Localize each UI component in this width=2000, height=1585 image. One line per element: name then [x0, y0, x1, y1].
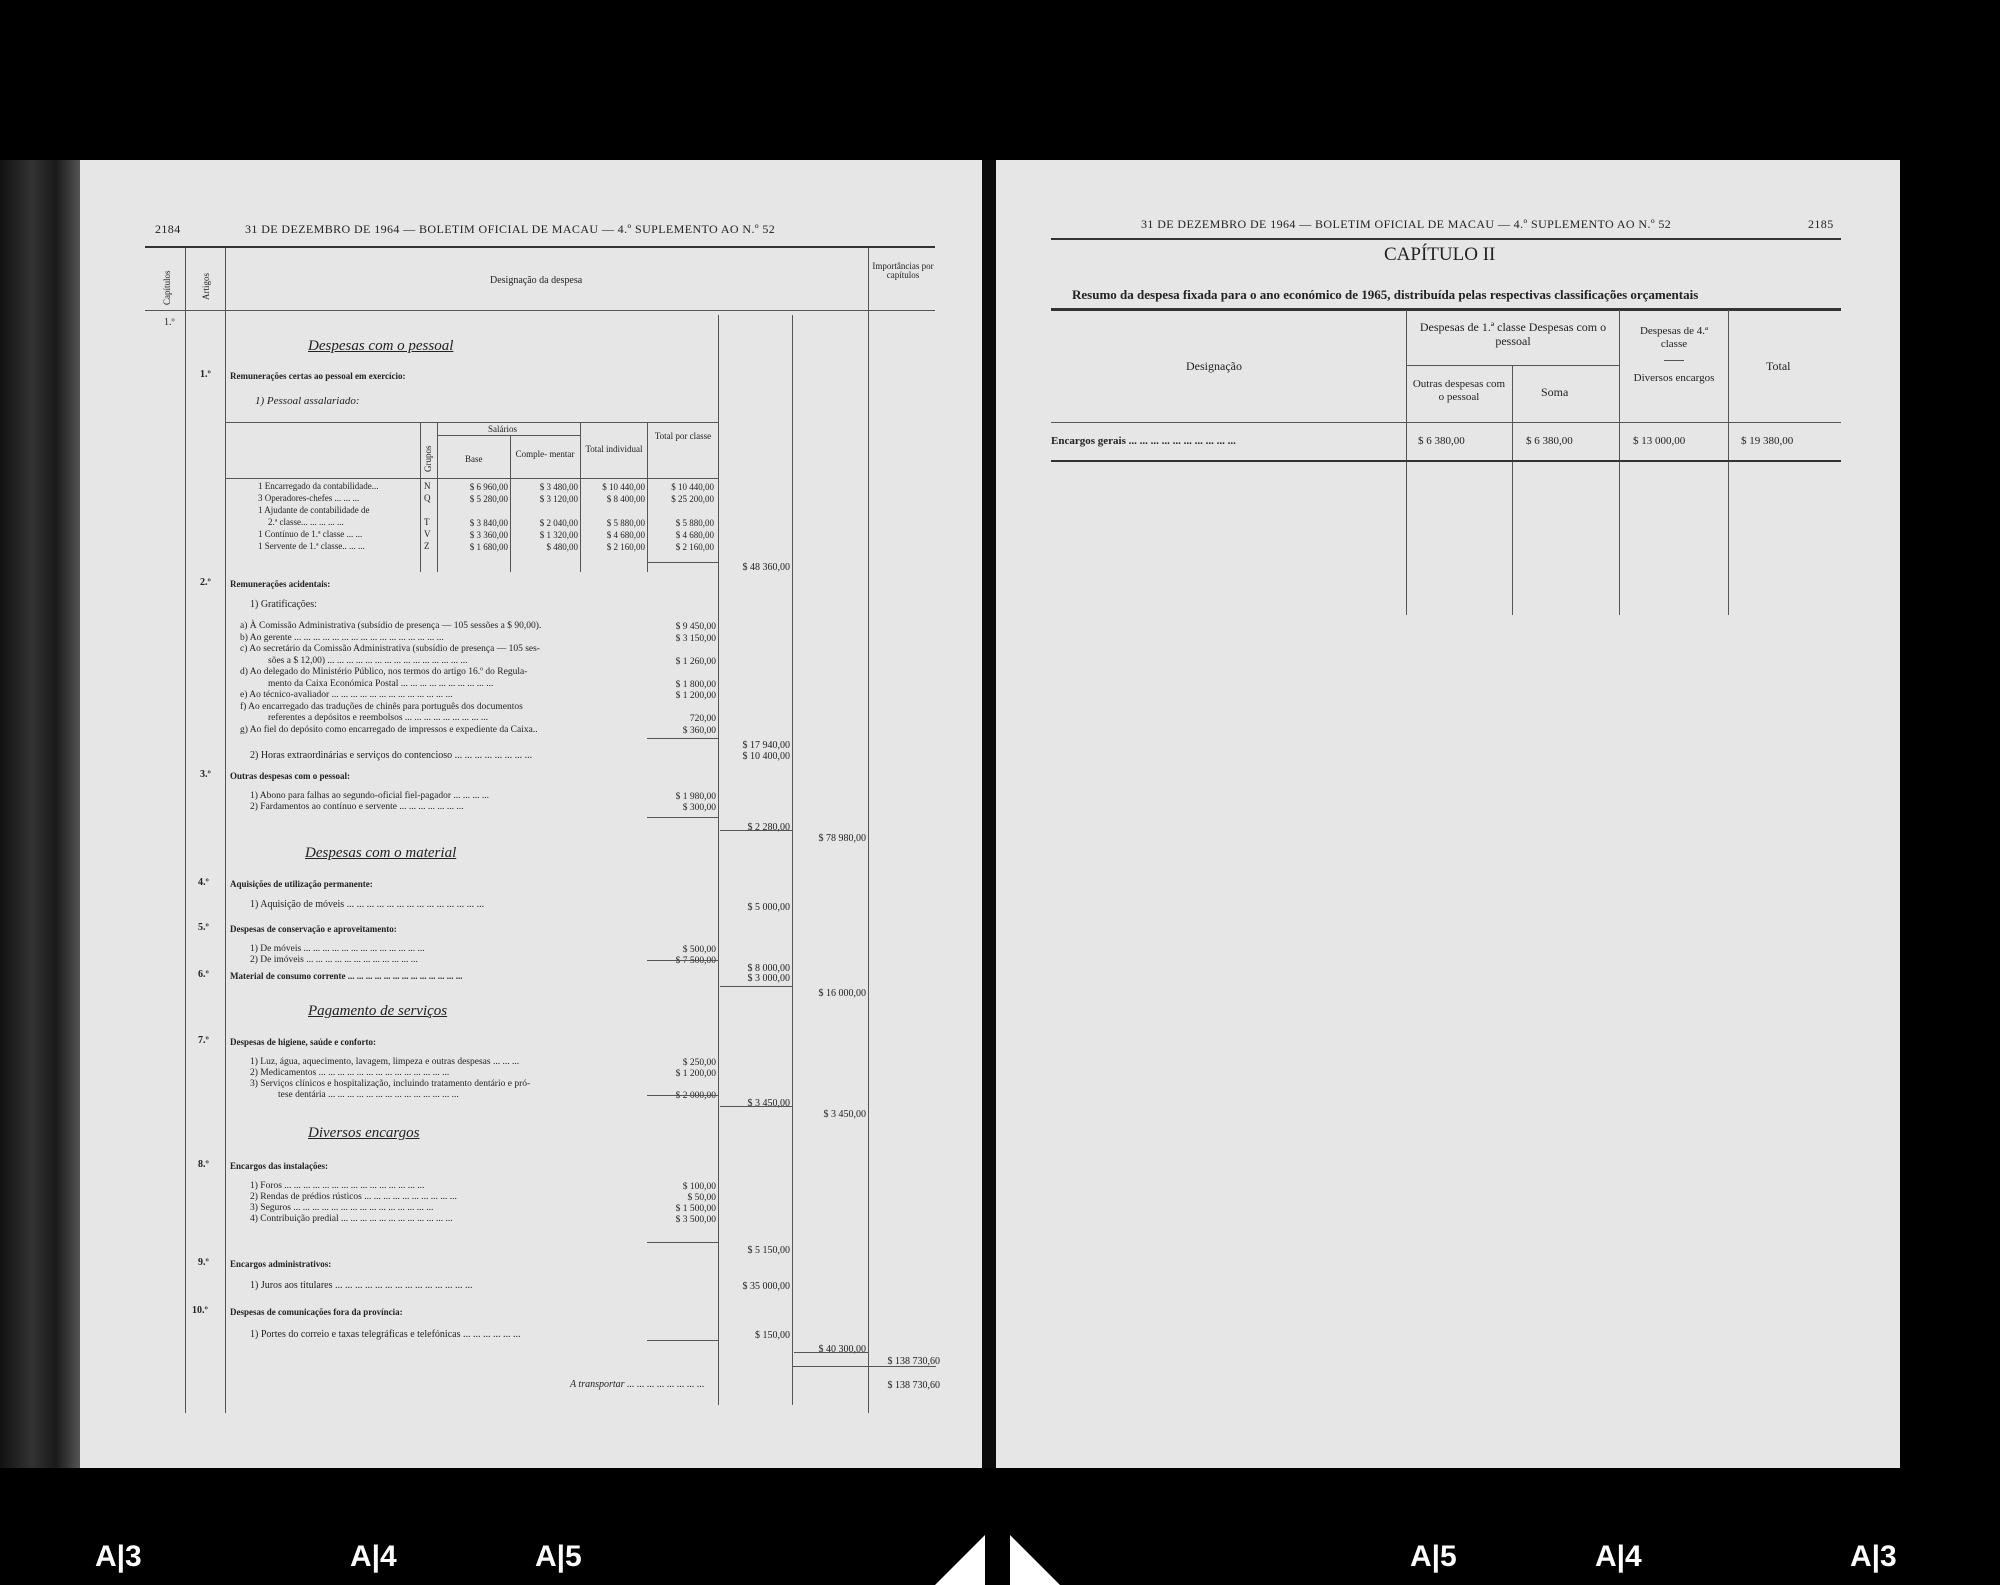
row-encargos-gerais: Encargos gerais ... ... ... ... ... ... ... ... ... ...	[1051, 435, 1236, 447]
art3-number: 3.º	[200, 769, 211, 780]
column-header-rule	[145, 310, 935, 311]
th-total: Total	[1766, 359, 1791, 373]
line-item-value: $ 2 000,00	[675, 1091, 716, 1101]
line-item: mento da Caixa Económica Postal ... ... ... ... ... ... ... ... ... ...	[268, 678, 494, 689]
art9-item: 1) Juros aos titulares ... ... ... ... ... ... ... ... ... ... ... ... ... ...	[250, 1280, 473, 1291]
chapter-rule	[720, 1106, 792, 1107]
salary-row-comp: $ 480,00	[546, 542, 578, 552]
art9-value: $ 35 000,00	[742, 1281, 790, 1292]
line-item: 2) Fardamentos ao contínuo e servente ... ... ... ... ... ... ...	[250, 802, 464, 812]
salary-row-grupo: Z	[424, 541, 430, 551]
salary-row-desc: 1 Contínuo de 1.ª classe ... ...	[258, 529, 363, 539]
summary-col	[1728, 310, 1729, 615]
art8-number: 8.º	[198, 1159, 209, 1170]
film-mark: A|4	[1595, 1540, 1642, 1573]
transportar-label: A transportar ... ... ... ... ... ... ... ...	[570, 1379, 705, 1390]
art5-title: Despesas de conservação e aproveitamento:	[230, 924, 397, 934]
section-encargos: Diversos encargos	[308, 1125, 420, 1141]
line-item-value: $ 3 500,00	[675, 1215, 716, 1225]
group-rule	[1406, 365, 1619, 366]
line-item: referentes a depósitos e reembolsos ... ... ... ... ... ... ... ... ...	[268, 713, 489, 723]
salary-row-total-individual: $ 2 160,00	[606, 542, 645, 552]
line-item: a) À Comissão Administrativa (subsídio de presença — 105 sessões a $ 90,00).	[240, 621, 542, 631]
line-item-value: $ 7 500,00	[675, 956, 716, 966]
line-item: 1) Abono para falhas ao segundo-oficial fiel-pagador ... ... ... ...	[250, 791, 490, 801]
right-page	[996, 160, 1900, 1468]
salary-row-grupo: T	[424, 517, 430, 527]
art2-sub2: 2) Horas extraordinárias e serviços do contencioso ... ... ... ... ... ... ... ...	[250, 750, 533, 761]
art10-title: Despesas de comunicações fora da província:	[230, 1307, 403, 1317]
salary-row-total-individual: $ 4 680,00	[606, 530, 645, 540]
salary-row-desc: 1 Ajudante de contabilidade de	[258, 505, 370, 515]
art4-item: 1) Aquisição de móveis ... ... ... ... ... ... ... ... ... ... ... ... ... ...	[250, 899, 485, 910]
col-importancias: Importâncias por capítulos	[872, 261, 934, 280]
salary-row-total-classe: $ 25 200,00	[671, 494, 714, 504]
art6-number: 6.º	[198, 969, 209, 980]
salary-row-grupo: N	[424, 481, 431, 491]
salary-row-comp: $ 1 320,00	[539, 530, 578, 540]
col-divider	[185, 248, 186, 1413]
summary-header-rule	[1051, 422, 1841, 423]
left-page-header: 31 DE DEZEMBRO DE 1964 — BOLETIM OFICIAL DE MACAU — 4.º SUPLEMENTO AO N.º 52	[245, 222, 776, 236]
art3-subtotal: $ 2 280,00	[747, 822, 790, 833]
chapter-rule	[720, 830, 792, 831]
art4-value: $ 5 000,00	[747, 902, 790, 913]
salarios-rule	[437, 435, 580, 436]
col-capitulos: Capítulos	[162, 270, 172, 305]
th-despesas-1a-classe: Despesas de 1.ª classe Despesas com o pessoal	[1419, 320, 1607, 349]
art3-title: Outras despesas com o pessoal:	[230, 771, 351, 781]
pessoal-total: $ 78 980,00	[818, 833, 866, 844]
line-item-value: $ 360,00	[682, 725, 716, 736]
summary-col	[1406, 310, 1407, 615]
line-item: f) Ao encarregado das traduções de chinês para português dos documentos	[240, 701, 523, 712]
salary-row-base: $ 1 680,00	[469, 542, 508, 552]
salary-row-comp: $ 2 040,00	[539, 518, 578, 528]
subtotal-rule	[647, 1242, 718, 1243]
film-mark: A|5	[1410, 1540, 1457, 1573]
subtotal-rule	[647, 738, 718, 739]
line-item-value: $ 3 150,00	[675, 633, 716, 644]
line-item-value: $ 1 200,00	[675, 691, 716, 701]
salary-row-desc: 1 Servente de 1.ª classe.. ... ...	[258, 541, 365, 551]
header-rule	[145, 246, 935, 248]
art7-title: Despesas de higiene, saúde e conforto:	[230, 1037, 376, 1047]
salary-row-total-individual: $ 5 880,00	[606, 518, 645, 528]
page-gutter	[982, 160, 996, 1468]
art10-item: 1) Portes do correio e taxas telegráficas e telefónicas ... ... ... ... ... ...	[250, 1329, 521, 1340]
art10-value: $ 150,00	[755, 1330, 790, 1341]
salary-row-total-classe: $ 10 440,00	[671, 482, 714, 492]
film-mark: A|3	[95, 1540, 142, 1573]
th-grupos: Grupos	[423, 445, 433, 472]
art10-number: 10.º	[192, 1305, 208, 1316]
salary-row-base: $ 6 960,00	[469, 482, 508, 492]
line-item-value: $ 1 800,00	[675, 679, 716, 690]
transport-rule	[792, 1366, 936, 1367]
art6-value: $ 3 000,00	[747, 973, 790, 984]
grand-total: $ 138 730,60	[887, 1356, 940, 1367]
art5-subtotal: $ 8 000,00	[747, 963, 790, 974]
salary-col	[420, 422, 421, 572]
line-item: 4) Contribuição predial ... ... ... ... ... ... ... ... ... ... ... ...	[250, 1214, 453, 1224]
table-bottom-rule	[1051, 460, 1841, 462]
salary-row-total-individual: $ 10 440,00	[602, 482, 645, 492]
th-complementar: Comple- mentar	[515, 449, 575, 459]
chapter-rule	[794, 1352, 868, 1353]
left-page-number: 2184	[155, 222, 181, 236]
salary-row-comp: $ 3 120,00	[539, 494, 578, 504]
material-total: $ 16 000,00	[818, 988, 866, 999]
line-item: g) Ao fiel do depósito como encarregado de impressos e expediente da Caixa..	[240, 724, 538, 735]
col-designacao: Designação da despesa	[490, 275, 583, 286]
subtotal-rule	[647, 960, 718, 961]
encargos-total: $ 40 300,00	[818, 1344, 866, 1355]
col-divider	[868, 248, 869, 1413]
film-mark: A|3	[1850, 1540, 1897, 1573]
art2-number: 2.º	[200, 577, 211, 588]
line-item: 2) Rendas de prédios rústicos ... ... ... ... ... ... ... ... ... ...	[250, 1192, 457, 1202]
subtotal-rule	[647, 562, 718, 563]
th-base: Base	[465, 454, 483, 464]
art1-subtotal: $ 48 360,00	[742, 562, 790, 573]
line-item: b) Ao gerente ... ... ... ... ... ... ... ... ... ... ... ... ... ... ... ...	[240, 632, 444, 643]
col-divider	[792, 315, 793, 1405]
salary-row-desc: 3 Operadores-chefes ... ... ...	[258, 493, 360, 503]
line-item-value: $ 250,00	[682, 1058, 716, 1068]
art2-sub1-total: $ 17 940,00	[742, 740, 790, 751]
line-item: 2) Medicamentos ... ... ... ... ... ... ... ... ... ... ... ... ... ...	[250, 1068, 450, 1078]
line-item-value: $ 300,00	[682, 803, 716, 813]
section-pessoal: Despesas com o pessoal	[308, 338, 454, 354]
art9-title: Encargos administrativos:	[230, 1259, 332, 1269]
line-item-value: $ 50,00	[687, 1193, 716, 1203]
art9-number: 9.º	[198, 1257, 209, 1268]
salary-row-desc: 2.ª classe... ... ... ... ...	[268, 517, 344, 527]
line-item-value: $ 9 450,00	[675, 622, 716, 632]
salary-row-total-individual: $ 8 400,00	[606, 494, 645, 504]
right-page-number: 2185	[1808, 217, 1834, 231]
line-item: tese dentária ... ... ... ... ... ... ... ... ... ... ... ... ... ...	[278, 1090, 459, 1100]
salary-row-total-classe: $ 4 680,00	[675, 530, 714, 540]
line-item: sões a $ 12,00) ... ... ... ... ... ... ... ... ... ... ... ... ... ... ...	[268, 655, 468, 666]
art7-subtotal: $ 3 450,00	[747, 1098, 790, 1109]
art2-title: Remunerações acidentais:	[230, 579, 331, 589]
th-salarios: Salários	[488, 424, 517, 434]
line-item-value: 720,00	[689, 714, 716, 724]
left-page	[80, 160, 982, 1468]
film-notch-left	[935, 1535, 985, 1585]
art8-subtotal: $ 5 150,00	[747, 1245, 790, 1256]
subtotal-rule	[647, 1095, 718, 1096]
line-item: 2) De imóveis ... ... ... ... ... ... ... ... ... ... ... ...	[250, 955, 418, 965]
th-despesas-4a-classe: Despesas de 4.ª classe	[1639, 325, 1709, 351]
cell-total: $ 19 380,00	[1741, 435, 1794, 447]
header-rule	[1051, 238, 1841, 240]
col-artigos: Artigos	[201, 273, 211, 300]
capitulo-number: 1.º	[164, 317, 175, 328]
line-item-value: $ 1 260,00	[675, 656, 716, 667]
th-designacao: Designação	[1186, 359, 1242, 373]
dash	[1664, 360, 1684, 361]
th-diversos-encargos: Diversos encargos	[1633, 372, 1715, 384]
line-item: d) Ao delegado do Ministério Público, nos termos do artigo 16.º do Regula-	[240, 667, 528, 677]
salary-row-base: $ 3 360,00	[469, 530, 508, 540]
art2-sub1: 1) Gratificações:	[250, 599, 317, 610]
line-item: c) Ao secretário da Comissão Administrativa (subsídio de presença — 105 ses-	[240, 644, 540, 654]
art4-number: 4.º	[198, 877, 209, 888]
art1-title: Remunerações certas ao pessoal em exercício:	[230, 371, 406, 381]
section-material: Despesas com o material	[305, 845, 457, 861]
th-soma: Soma	[1541, 385, 1569, 399]
salary-table-top	[225, 422, 718, 423]
art1-sub: 1) Pessoal assalariado:	[255, 395, 360, 407]
right-page-header: 31 DE DEZEMBRO DE 1964 — BOLETIM OFICIAL DE MACAU — 4.º SUPLEMENTO AO N.º 52	[1141, 217, 1672, 231]
line-item-value: $ 1 980,00	[675, 792, 716, 802]
salary-row-comp: $ 3 480,00	[539, 482, 578, 492]
line-item: 1) Luz, água, aquecimento, lavagem, limpeza e outras despesas ... ... ...	[250, 1057, 520, 1067]
cell-soma: $ 6 380,00	[1526, 435, 1573, 447]
chapter-title: CAPÍTULO II	[1384, 244, 1496, 265]
section-servicos: Pagamento de serviços	[308, 1003, 448, 1019]
salary-row-base: $ 3 840,00	[469, 518, 508, 528]
film-mark: A|4	[350, 1540, 397, 1573]
line-item: 1) Foros ... ... ... ... ... ... ... ... ... ... ... ... ... ... ...	[250, 1181, 425, 1191]
salary-row-grupo: Q	[424, 493, 431, 503]
salary-row-base: $ 5 280,00	[469, 494, 508, 504]
th-total-individual: Total individual	[585, 444, 643, 454]
line-item: 3) Serviços clínicos e hospitalização, incluindo tratamento dentário e pró-	[250, 1079, 531, 1089]
th-total-classe: Total por classe	[654, 431, 712, 441]
line-item-value: $ 500,00	[682, 945, 716, 955]
line-item-value: $ 1 500,00	[675, 1204, 716, 1214]
salary-table-header-rule	[225, 478, 718, 479]
line-item-value: $ 1 200,00	[675, 1069, 716, 1079]
art5-number: 5.º	[198, 922, 209, 933]
summary-col	[1619, 310, 1620, 615]
art2-sub2-total: $ 10 400,00	[742, 751, 790, 762]
cell-diversos: $ 13 000,00	[1633, 435, 1686, 447]
subtitle-rule	[1051, 308, 1841, 311]
line-item: 1) De móveis ... ... ... ... ... ... ... ... ... ... ... ... ...	[250, 944, 425, 954]
art8-title: Encargos das instalações:	[230, 1161, 329, 1171]
cell-outras: $ 6 380,00	[1418, 435, 1465, 447]
transportar-value: $ 138 730,60	[887, 1380, 940, 1391]
subtotal-rule	[647, 817, 718, 818]
servicos-total: $ 3 450,00	[823, 1109, 866, 1120]
salary-row-desc: 1 Encarregado da contabilidade...	[258, 481, 379, 491]
book-binding	[0, 160, 80, 1468]
film-mark: A|5	[535, 1540, 582, 1573]
th-outras-despesas: Outras despesas com o pessoal	[1412, 378, 1506, 404]
col-divider	[718, 315, 719, 1405]
line-item-value: $ 100,00	[682, 1182, 716, 1192]
line-item: e) Ao técnico-avaliador ... ... ... ... ... ... ... ... ... ... ... ... ...	[240, 690, 453, 700]
summary-col	[1512, 365, 1513, 615]
art6-title: Material de consumo corrente ... ... ... ... ... ... ... ... ... ... ... ... ...	[230, 971, 463, 981]
salary-row-total-classe: $ 5 880,00	[675, 518, 714, 528]
line-item: 3) Seguros ... ... ... ... ... ... ... ... ... ... ... ... ... ... ...	[250, 1203, 434, 1213]
art1-number: 1.º	[200, 369, 211, 380]
subtotal-rule	[647, 1340, 718, 1341]
art7-number: 7.º	[198, 1035, 209, 1046]
salary-row-grupo: V	[424, 529, 431, 539]
salary-row-total-classe: $ 2 160,00	[675, 542, 714, 552]
chapter-subtitle: Resumo da despesa fixada para o ano económico de 1965, distribuída pelas respectivas classificações orçamentais	[1072, 287, 1699, 302]
chapter-rule	[720, 986, 792, 987]
art4-title: Aquisições de utilização permanente:	[230, 879, 373, 889]
film-notch-right	[1010, 1535, 1060, 1585]
